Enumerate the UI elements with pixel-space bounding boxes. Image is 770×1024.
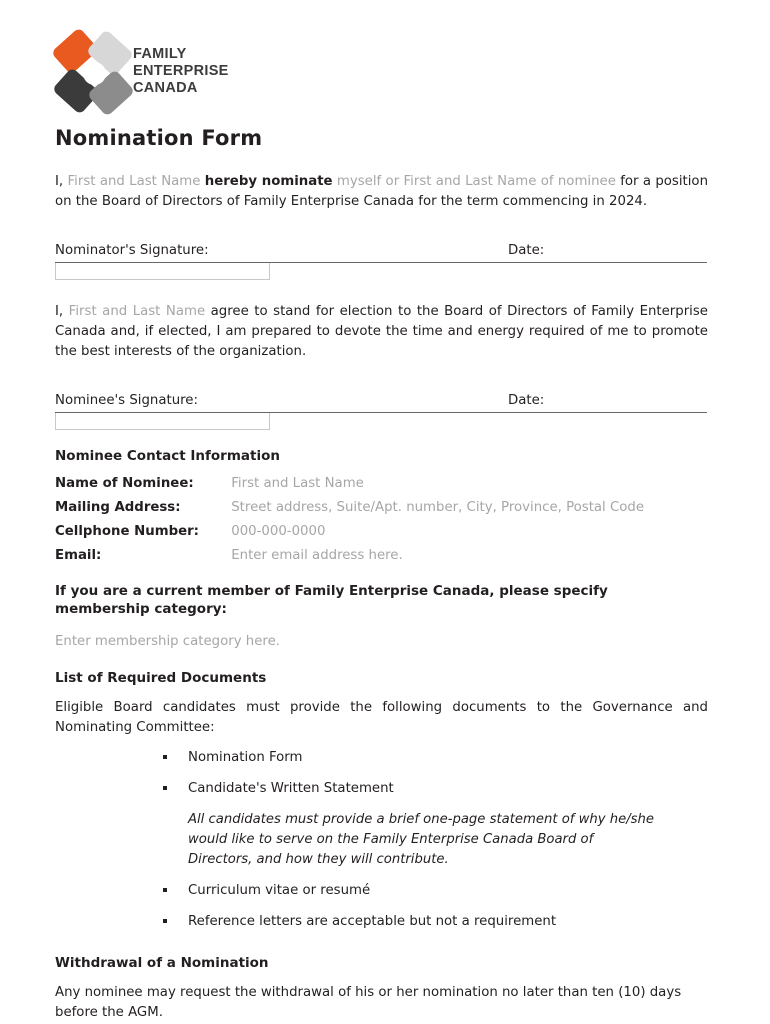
nominee-signature-labels [55,392,708,411]
wordmark-line-2: ENTERPRISE [133,63,229,79]
field-value-name-of-nominee[interactable]: First and Last Name [231,476,364,491]
list-item-label: Candidate's Written Statement [188,781,394,796]
field-label-name-of-nominee: Name of Nominee: [55,476,194,491]
contact-heading: Nominee Contact Information [55,448,280,464]
agreement-lead: I, [55,304,64,319]
list-item [55,912,708,932]
withdrawal-body: Any nominee may request the withdrawal of his or her nomination no later than ten (10) days before the AGM. [55,985,682,1020]
nominator-signature-label: Nominator's Signature: [55,243,209,258]
field-label-mailing-address: Mailing Address: [55,500,181,515]
field-row-email [55,544,708,568]
wordmark-line-3: CANADA [133,80,198,96]
nominator-name-placeholder[interactable]: First and Last Name [67,174,201,189]
list-item-label: Curriculum vitae or resumé [188,883,371,898]
nominee-signature-block [55,392,708,430]
brand-logo [55,30,708,116]
pinwheel-logo-icon [55,32,133,114]
withdrawal-heading: Withdrawal of a Nomination [55,955,269,971]
nominator-signature-labels [55,242,708,261]
membership-prompt: If you are a current member of Family Enterprise Canada, please specify membership category: [55,583,608,617]
agreement-nominee-placeholder[interactable]: First and Last Name [68,304,206,319]
nominator-signature-block [55,242,708,280]
document-content [55,30,708,1023]
field-row-name-of-nominee [55,472,708,496]
statement-tail: for a position on the Board of Directors of Family Enterprise Canada for the term commencing in 2024. [55,174,708,209]
brand-wordmark [133,46,229,97]
field-value-email[interactable]: Enter email address here. [231,548,403,563]
list-item [55,779,708,799]
agreement-statement [55,302,708,362]
agreement-tail: agree to stand for election to the Board of Directors of Family Enterprise Canada and, if elected, I am prepared to devote the time and energy required of me to promote the best interests of the organization. [55,304,708,359]
page-title: Nomination Form [55,126,263,150]
nominee-signature-label: Nominee's Signature: [55,393,198,408]
required-documents-intro: Eligible Board candidates must provide the following documents to the Governance and Nominating Committee: [55,700,708,735]
list-item-label: Nomination Form [188,750,303,765]
nominee-date-label: Date: [508,393,545,408]
list-item-label: Reference letters are acceptable but not a requirement [188,914,557,929]
membership-category-input[interactable]: Enter membership category here. [55,634,280,649]
field-value-cellphone-number[interactable]: 000-000-0000 [231,524,326,539]
wordmark-line-1: FAMILY [133,46,187,62]
nominator-signature-input[interactable] [55,263,270,280]
required-documents-heading: List of Required Documents [55,670,267,686]
logo-center-circle [83,62,106,85]
list-item [55,881,708,901]
field-row-cellphone-number [55,520,708,544]
statement-lead: I, [55,174,64,189]
square-bullet-icon [163,755,167,759]
list-item-note: All candidates must provide a brief one-page statement of why he/she would like to serve on the Family Enterprise Canada Board of Directors, and how they will contribute. [188,812,654,867]
list-item-note-wrapper [55,810,708,870]
list-item [55,748,708,768]
field-label-cellphone-number: Cellphone Number: [55,524,199,539]
nomination-statement [55,172,708,212]
field-value-mailing-address[interactable]: Street address, Suite/Apt. number, City, Province, Postal Code [231,500,645,515]
nominee-signature-input[interactable] [55,413,270,430]
square-bullet-icon [163,919,167,923]
field-row-mailing-address [55,496,708,520]
nominee-name-placeholder[interactable]: myself or First and Last Name of nominee [336,174,616,189]
square-bullet-icon [163,786,167,790]
statement-bold-phrase: hereby nominate [204,174,333,189]
required-documents-list [55,748,708,932]
nominator-date-label: Date: [508,243,545,258]
square-bullet-icon [163,888,167,892]
field-label-email: Email: [55,548,102,563]
